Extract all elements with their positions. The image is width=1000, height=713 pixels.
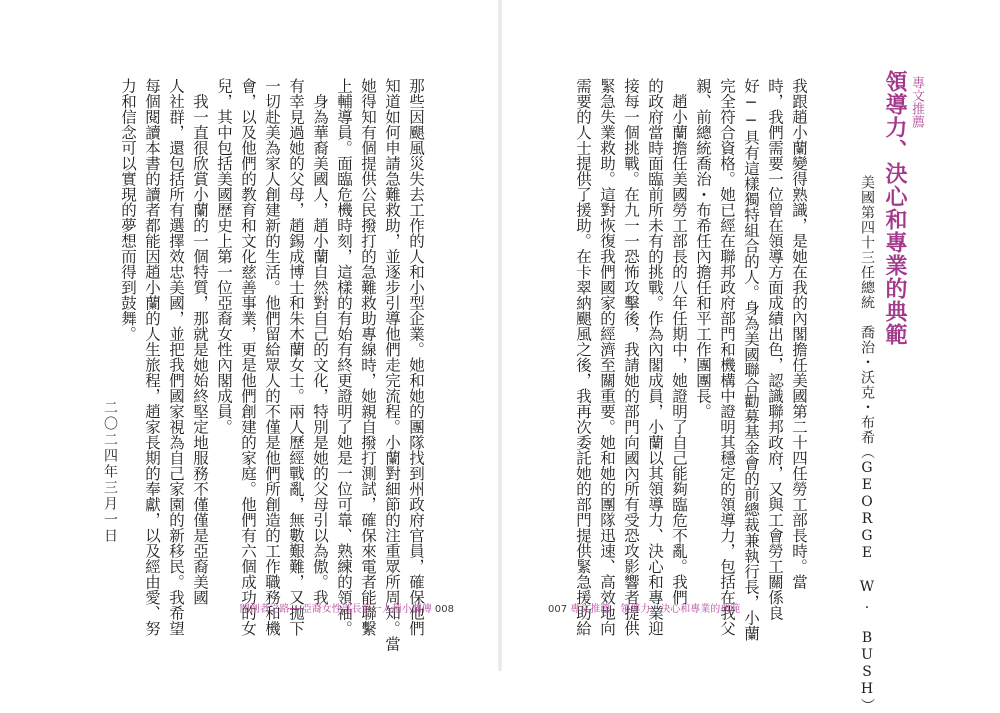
body-line: 會，以及他們的教育和文化慈善事業，更是他們創建的家庭。他們有六個成功的女 bbox=[239, 78, 257, 636]
body-line: 身為華裔美國人，趙小蘭自然對自己的文化，特別是她的父母引以為傲。我 bbox=[311, 78, 329, 605]
body-line: 接每一個挑戰。在九一一恐怖攻擊後，我請她的部門向國內所有受恐攻影響者提供 bbox=[622, 78, 640, 636]
chapter-title: 領導力、決心和專業的典範 bbox=[882, 70, 908, 346]
body-line: 知道如何申請急難救助，並逐步引導他們走完流程。小蘭對細節的注重眾所周知。當 bbox=[383, 78, 401, 652]
body-line: 她得知有個提供公民撥打的急難救助專線時，她親自撥打測試，確保來電者能聯繫 bbox=[359, 78, 377, 636]
body-line: 兒，其中包括美國歷史上第一位亞裔女性內閣成員。 bbox=[215, 78, 233, 435]
date-line: 二〇二四年三月一日 bbox=[102, 400, 118, 544]
section-title: 專文推薦 領導力、決心和專業的典範 bbox=[570, 604, 741, 615]
body-line: 我跟趙小蘭變得熟識，是她在我的內閣擔任美國第二十四任勞工部長時。當 bbox=[790, 78, 808, 590]
book-title: 開創者之路──亞裔女性部長第一人趙小蘭傳 bbox=[239, 604, 432, 615]
author-byline: 美國第四十三任總統 喬治・沃克・布希（GEORGE W. BUSH） bbox=[859, 175, 875, 713]
body-line: 的政府當時面臨前所未有的挑戰。作為內閣成員，小蘭以其領導力、決心和專業迎 bbox=[646, 78, 664, 636]
body-line: 那些因颶風災失去工作的人和小型企業。她和她的團隊找到州政府官員，確保他們 bbox=[407, 78, 425, 636]
body-line: 時，我們需要一位曾在領導方面成績出色，認識聯邦政府，又與工會勞工關係良 bbox=[766, 78, 784, 621]
body-line: 緊急失業救助。這對恢復我們國家的經濟至關重要。她和她的團隊迅速、高效地向 bbox=[598, 78, 616, 636]
right-running-footer bbox=[548, 600, 740, 615]
body-line: 力和信念可以實現的夢想而得到鼓舞。 bbox=[119, 78, 137, 342]
left-running-footer bbox=[240, 600, 454, 615]
body-line: 需要的人士提供了援助。在卡翠納颶風之後，我再次委託她的部門提供緊急援助給 bbox=[574, 78, 592, 636]
body-line: 人社群，還包括所有選擇效忠美國，並把我們國家視為自己家園的新移民。我希望 bbox=[167, 78, 185, 636]
body-line: 親、前總統喬治・布希任內擔任和平工作團團長。 bbox=[694, 78, 712, 419]
body-line: 好──具有這樣獨特組合的人。身為美國聯合勸募基金會的前總裁兼執行長，小蘭 bbox=[742, 78, 760, 641]
gutter-shadow bbox=[498, 0, 502, 671]
body-line: 我一直很欣賞小蘭的一個特質，那就是她始終堅定地服務不僅僅是亞裔美國 bbox=[191, 78, 209, 605]
body-line: 有幸見過她的父母，趙錫成博士和朱木蘭女士。兩人歷經戰亂，無數艱難，又拋下 bbox=[287, 78, 305, 636]
body-line: 上輔導員。面臨危機時刻，這樣的有始有終更證明了她是一位可靠、熟練的領袖。 bbox=[335, 78, 353, 636]
section-kicker: 專文推薦 bbox=[909, 76, 924, 128]
left-page bbox=[0, 0, 500, 671]
body-line: 每個閱讀本書的讀者都能因趙小蘭的人生旅程，趙家長期的奉獻，以及經由愛、努 bbox=[143, 78, 161, 636]
left-page-number: 008 bbox=[434, 604, 454, 615]
right-page-number: 007 bbox=[548, 604, 568, 615]
body-line: 一切赴美為家人創建新的生活。他們留給眾人的不僅是他們所創造的工作職務和機 bbox=[263, 78, 281, 636]
body-line: 完全符合資格。她已經在聯邦政府部門和機構中證明其穩定的領導力，包括在我父 bbox=[718, 78, 736, 636]
body-line: 趙小蘭擔任美國勞工部長的八年任期中，她證明了自己能夠臨危不亂。我們 bbox=[670, 78, 688, 605]
